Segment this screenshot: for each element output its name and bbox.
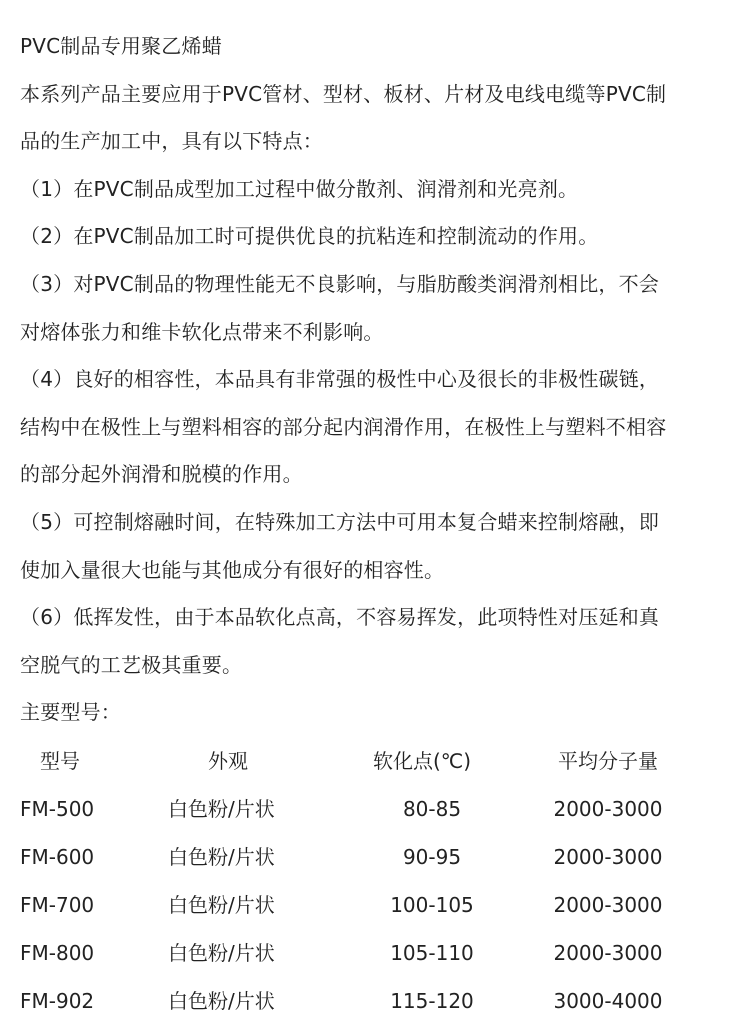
cell-molecular-weight: 2000-3000 xyxy=(553,845,663,869)
cell-model: FM-500 xyxy=(20,797,95,821)
models-table xyxy=(0,737,730,1025)
cell-model: FM-902 xyxy=(20,989,95,1013)
header-molecular-weight: 平均分子量 xyxy=(558,749,658,773)
header-model: 型号 xyxy=(40,749,80,773)
cell-appearance: 白色粉/片状 xyxy=(168,797,275,821)
page-title: PVC制品专用聚乙烯蜡 xyxy=(20,34,222,58)
feature-line: （1）在PVC制品成型加工过程中做分散剂、润滑剂和光亮剂。 xyxy=(20,176,579,201)
header-softening-point: 软化点(℃) xyxy=(372,749,472,773)
header-appearance: 外观 xyxy=(208,749,248,773)
cell-appearance: 白色粉/片状 xyxy=(168,845,275,869)
cell-model: FM-700 xyxy=(20,893,95,917)
cell-molecular-weight: 3000-4000 xyxy=(553,989,663,1013)
feature-line: 的部分起外润滑和脱模的作用。 xyxy=(20,462,303,487)
feature-line: （2）在PVC制品加工时可提供优良的抗粘连和控制流动的作用。 xyxy=(20,224,599,249)
intro-line: 品的生产加工中，具有以下特点： xyxy=(20,129,323,154)
cell-molecular-weight: 2000-3000 xyxy=(553,797,663,821)
cell-model: FM-600 xyxy=(20,845,95,869)
cell-softening-point: 80-85 xyxy=(402,797,462,821)
document-body xyxy=(20,23,732,737)
table-row xyxy=(0,833,730,881)
feature-line: （6）低挥发性，由于本品软化点高，不容易挥发，此项特性对压延和真 xyxy=(20,605,660,630)
feature-line: （3）对PVC制品的物理性能无不良影响，与脂肪酸类润滑剂相比，不会 xyxy=(20,271,660,296)
cell-molecular-weight: 2000-3000 xyxy=(553,893,663,917)
cell-softening-point: 100-105 xyxy=(390,893,474,917)
cell-softening-point: 90-95 xyxy=(402,845,462,869)
table-row xyxy=(0,881,730,929)
cell-molecular-weight: 2000-3000 xyxy=(553,941,663,965)
intro-line: 本系列产品主要应用于PVC管材、型材、板材、片材及电线电缆等PVC制 xyxy=(20,81,667,106)
cell-model: FM-800 xyxy=(20,941,95,965)
cell-appearance: 白色粉/片状 xyxy=(168,893,275,917)
feature-line: 结构中在极性上与塑料相容的部分起内润滑作用，在极性上与塑料不相容 xyxy=(20,414,667,439)
cell-appearance: 白色粉/片状 xyxy=(168,941,275,965)
feature-line: （4）良好的相容性，本品具有非常强的极性中心及很长的非极性碳链， xyxy=(20,367,660,392)
feature-line: 使加入量很大也能与其他成分有很好的相容性。 xyxy=(20,557,445,582)
feature-line: （5）可控制熔融时间，在特殊加工方法中可用本复合蜡来控制熔融，即 xyxy=(20,509,660,534)
table-row xyxy=(0,977,730,1025)
table-header-row xyxy=(0,737,730,785)
feature-line: 空脱气的工艺极其重要。 xyxy=(20,652,243,677)
table-row xyxy=(0,785,730,833)
models-label: 主要型号： xyxy=(20,700,121,725)
table-row xyxy=(0,929,730,977)
cell-softening-point: 105-110 xyxy=(390,941,474,965)
cell-appearance: 白色粉/片状 xyxy=(168,989,275,1013)
cell-softening-point: 115-120 xyxy=(390,989,474,1013)
feature-line: 对熔体张力和维卡软化点带来不利影响。 xyxy=(20,319,384,344)
